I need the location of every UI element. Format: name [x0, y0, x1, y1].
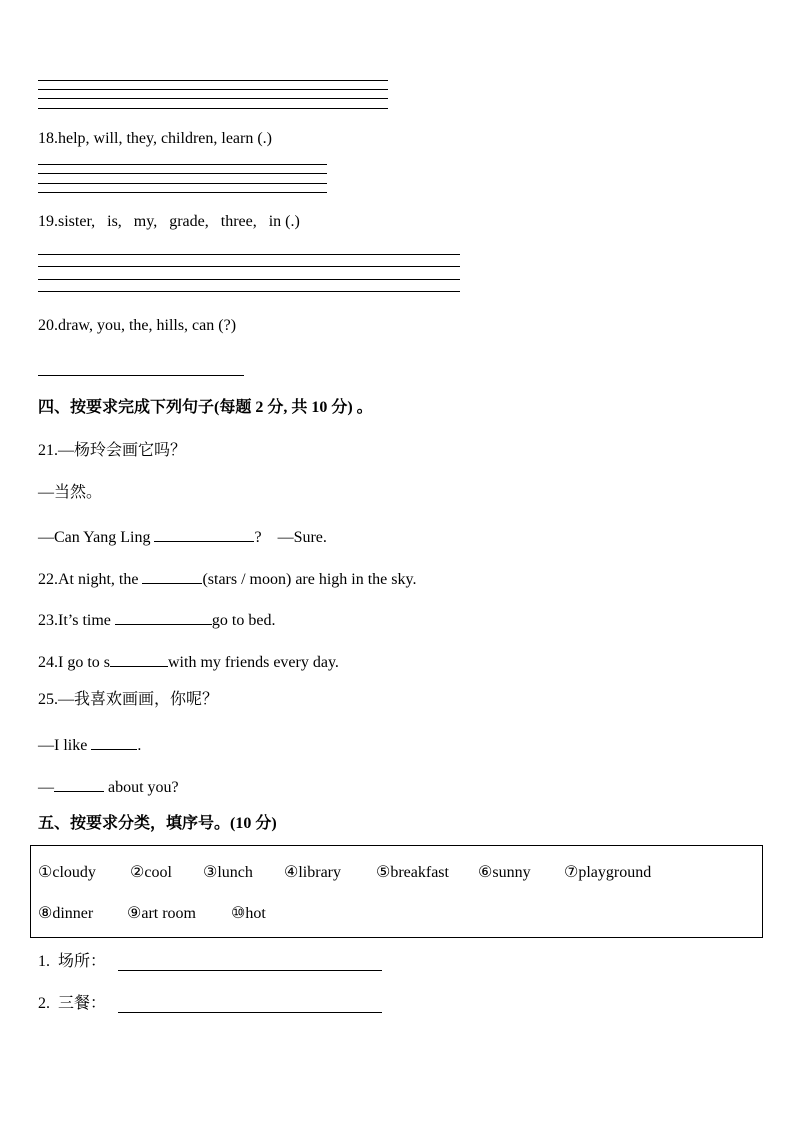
- question-number: 22.: [38, 571, 58, 588]
- fill-blank[interactable]: [91, 732, 137, 750]
- question-19: [38, 212, 300, 232]
- question-number: 25.: [38, 691, 58, 708]
- word-option: ⑥sunny: [478, 864, 531, 881]
- sentence-after: (stars / moon) are high in the sky.: [202, 571, 417, 588]
- answer-line[interactable]: [38, 266, 460, 267]
- sentence-before: I go to s: [58, 654, 110, 671]
- question-25-prompt: [38, 690, 218, 710]
- answer-line[interactable]: [38, 279, 460, 280]
- answer-line[interactable]: [38, 80, 388, 81]
- question-words: sister, is, my, grade, three, in (.): [58, 213, 300, 230]
- question-number: 23.: [38, 612, 58, 629]
- sentence-after: go to bed.: [211, 612, 276, 629]
- sentence-before: At night, the: [58, 571, 143, 588]
- question-22: [38, 566, 416, 590]
- word-option: ⑤breakfast: [376, 864, 449, 881]
- spacer: [262, 529, 278, 546]
- word-option: ④library: [284, 864, 341, 881]
- question-25-line-2: [38, 774, 179, 798]
- sentence-start: —Can Yang Ling: [38, 529, 155, 546]
- question-number: 20.: [38, 317, 58, 334]
- sentence-after: with my friends every day.: [168, 654, 339, 671]
- fill-blank[interactable]: [142, 566, 202, 584]
- answer-line[interactable]: [118, 1012, 382, 1013]
- word-option: ⑦playground: [564, 864, 652, 881]
- answer-line[interactable]: [38, 183, 327, 184]
- question-20: [38, 316, 236, 336]
- sentence-before: It’s time: [58, 612, 115, 629]
- answer-line[interactable]: [38, 254, 460, 255]
- word-option: ①cloudy: [38, 864, 96, 881]
- question-25-line-1: [38, 732, 141, 756]
- sentence-after: about you?: [104, 779, 179, 796]
- answer-line[interactable]: [38, 173, 327, 174]
- section-5-title: 五、按要求分类，填序号。(10 分): [38, 815, 277, 832]
- question-words: help, will, they, children, learn (.): [58, 130, 272, 147]
- section-4-title: 四、按要求完成下列句子(每题 2 分, 共 10 分) 。: [38, 399, 373, 416]
- answer-line[interactable]: [38, 98, 388, 99]
- answer-line[interactable]: [38, 164, 327, 165]
- fill-blank[interactable]: [54, 774, 104, 792]
- fill-blank[interactable]: [115, 607, 212, 625]
- answer-line[interactable]: [38, 89, 388, 90]
- question-number: 19.: [38, 213, 58, 230]
- sentence-before: —I like: [38, 737, 92, 754]
- question-18: [38, 129, 272, 149]
- sentence-before: —: [38, 779, 54, 796]
- reply: —Sure.: [277, 529, 327, 546]
- classify-label: 1. 场所：: [38, 953, 107, 970]
- question-prompt: —杨玲会画它吗？: [58, 442, 187, 459]
- question-21-prompt: [38, 441, 186, 461]
- question-21-line: [38, 524, 327, 548]
- word-option: ⑧dinner: [38, 905, 94, 922]
- question-number: 24.: [38, 654, 58, 671]
- answer-line[interactable]: [38, 291, 460, 292]
- classify-row: [38, 994, 106, 1014]
- question-mark: ?: [254, 529, 262, 546]
- classify-label: 2. 三餐：: [38, 995, 107, 1012]
- question-21-answer-cn: —当然。: [38, 484, 103, 501]
- word-option: ⑩hot: [231, 905, 266, 922]
- classify-row: [38, 952, 106, 972]
- answer-line[interactable]: [38, 192, 327, 193]
- word-option: ②cool: [130, 864, 172, 881]
- word-option: ⑨art room: [127, 905, 196, 922]
- question-number: 18.: [38, 130, 58, 147]
- answer-line[interactable]: [38, 108, 388, 109]
- fill-blank[interactable]: [154, 524, 254, 542]
- answer-line[interactable]: [118, 970, 382, 971]
- word-option: ③lunch: [203, 864, 253, 881]
- answer-line[interactable]: [38, 375, 244, 376]
- word-bank-box: [30, 845, 763, 938]
- sentence-after: .: [137, 737, 142, 754]
- question-words: draw, you, the, hills, can (?): [58, 317, 237, 334]
- question-number: 21.: [38, 442, 58, 459]
- question-23: [38, 607, 275, 631]
- question-24: [38, 649, 339, 673]
- question-prompt: —我喜欢画画，你呢？: [58, 691, 219, 708]
- fill-blank[interactable]: [110, 649, 168, 667]
